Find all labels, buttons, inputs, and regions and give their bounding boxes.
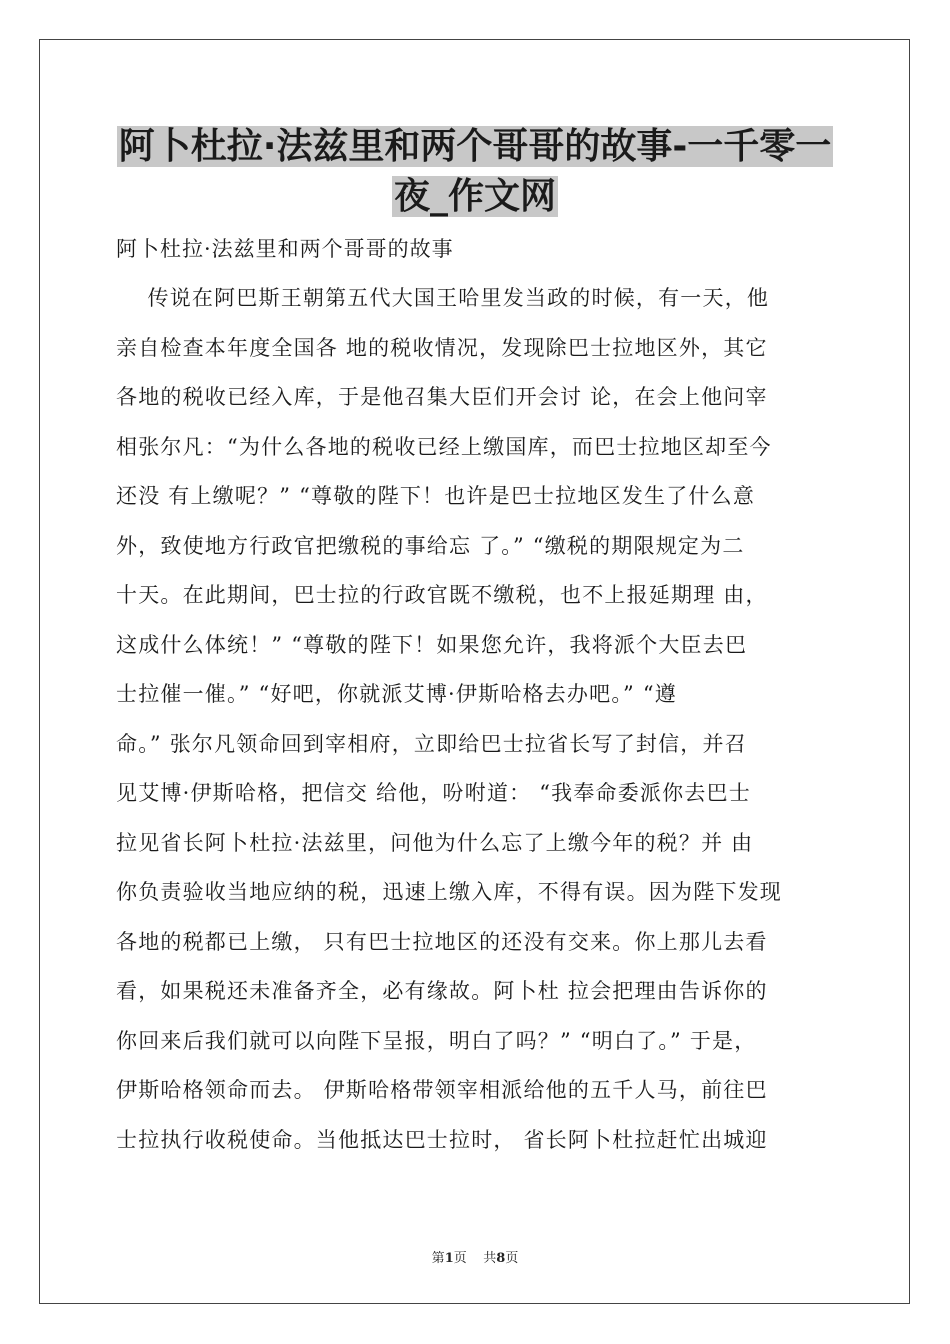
footer-prefix: 第 (431, 1251, 445, 1266)
page-footer (0, 1247, 950, 1266)
body-line: 看，如果税还未准备齐全，必有缘故。阿卜杜 拉会把理由告诉你的 (116, 979, 768, 1003)
body-line: 你负责验收当地应纳的税，迅速上缴入库，不得有误。因为陛下发现 (116, 880, 782, 904)
footer-page-number: 1 (444, 1251, 454, 1266)
document-title (100, 122, 850, 222)
title-line-2: 夜_作文网 (393, 176, 556, 217)
body-line: 外，致使地方行政官把缴税的事给忘 了。” “缴税的期限规定为二 (116, 533, 745, 558)
body-text (116, 283, 836, 1174)
body-line: 相张尔凡：“为什么各地的税收已经上缴国库，而巴士拉地区却至今 (116, 434, 772, 459)
body-line: 这成什么体统！” “尊敬的陛下！如果您允许，我将派个大臣去巴 (116, 632, 748, 657)
body-line: 各地的税收已经入库，于是他召集大臣们开会讨 论，在会上他问宰 (116, 385, 768, 409)
title-line-1: 阿卜杜拉·法兹里和两个哥哥的故事-一千零一 (118, 126, 832, 167)
body-line: 各地的税都已上缴， 只有巴士拉地区的还没有交来。你上那儿去看 (116, 929, 768, 954)
document-subtitle: 阿卜杜拉·法兹里和两个哥哥的故事 (116, 237, 454, 261)
body-line: 十天。在此期间，巴士拉的行政官既不缴税，也不上报延期理 由， (116, 583, 768, 607)
body-line: 亲自检查本年度全国各 地的税收情况，发现除巴士拉地区外，其它 (116, 335, 768, 360)
footer-total-pages: 8 (496, 1251, 506, 1266)
body-line: 还没 有上缴呢？” “尊敬的陛下！也许是巴士拉地区发生了什么意 (116, 484, 756, 508)
body-line: 士拉催一催。” “好吧，你就派艾博·伊斯哈格去办吧。” “遵 (116, 682, 677, 706)
body-line: 你回来后我们就可以向陛下呈报，明白了吗？” “明白了。” 于是， (116, 1028, 757, 1053)
body-line: 命。” 张尔凡领命回到宰相府，立即给巴士拉省长写了封信，并召 (116, 731, 747, 756)
body-line: 士拉执行收税使命。当他抵达巴士拉时， 省长阿卜杜拉赶忙出城迎 (116, 1127, 768, 1152)
body-line: 传说在阿巴斯王朝第五代大国王哈里发当政的时候，有一天，他 (116, 286, 770, 310)
body-line: 见艾博·伊斯哈格，把信交 给他，吩咐道： “我奉命委派你去巴士 (116, 781, 751, 805)
footer-suffix: 页 (505, 1251, 519, 1266)
footer-mid: 页 共 (453, 1251, 497, 1266)
body-line: 拉见省长阿卜杜拉·法兹里，问他为什么忘了上缴今年的税？并 由 (116, 830, 754, 855)
body-line: 伊斯哈格领命而去。 伊斯哈格带领宰相派给他的五千人马，前往巴 (116, 1078, 768, 1102)
